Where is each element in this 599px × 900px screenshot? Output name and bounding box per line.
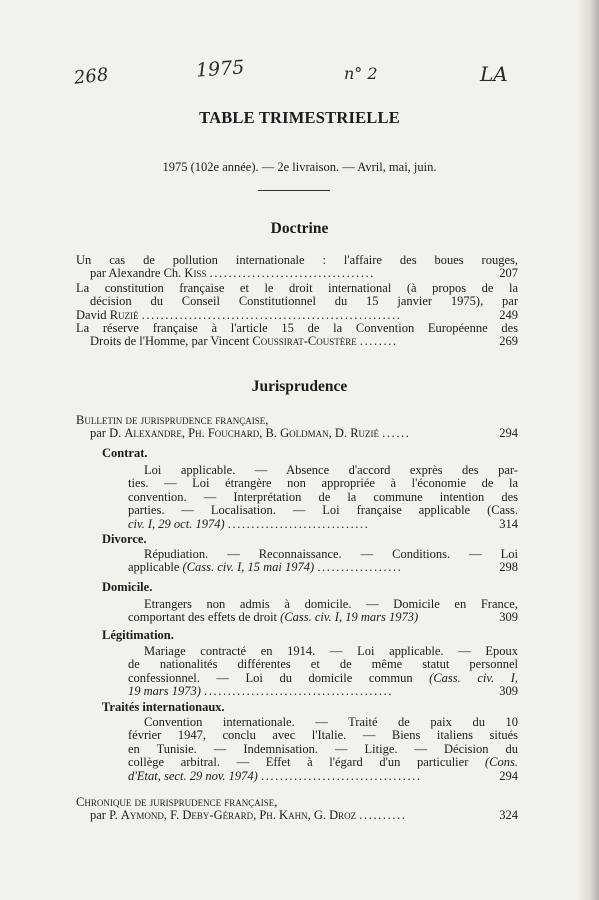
page-number: 309 xyxy=(499,610,518,625)
handwritten-note-4: LA xyxy=(480,62,508,86)
toc-entry: Mariage contracté en 1914. — Loi applicable. — Epoux de nationalités différentes et de même statut personnel confessionnel. — Loi du domicile commun (Cass. civ. I, 19 mars 1973) ........................................ 309 xyxy=(128,645,518,699)
page-number: 249 xyxy=(499,307,518,322)
toc-entry: Un cas de pollution internationale : l'affaire des boues rouges, par Alexandre Ch. Kiss ................................... 207 xyxy=(76,254,518,281)
page-number: 324 xyxy=(499,808,518,823)
toc-entry: Chronique de jurisprudence française, par P. Aymond, F. Deby-Gérard, Ph. Kahn, G. Droz .......... 324 xyxy=(76,796,518,823)
section-heading-jurisprudence: Jurisprudence xyxy=(251,378,348,395)
toc-entry: La réserve française à l'article 15 de la Convention Européenne des Droits de l'Homme, par Vincent Coussirat-Coustère ........ 269 xyxy=(76,322,518,349)
page-number: 314 xyxy=(499,516,518,531)
handwritten-note-2: 1975 xyxy=(195,56,246,82)
toc-entry: Bulletin de jurisprudence française, par D. Alexandre, Ph. Fouchard, B. Goldman, D. Ruzié ...... 294 xyxy=(76,414,518,441)
handwritten-note-3: n° 2 xyxy=(344,64,378,83)
page-number: 309 xyxy=(499,684,518,699)
subsection-heading: Traités internationaux. xyxy=(102,700,225,714)
toc-entry: Répudiation. — Reconnaissance. — Conditions. — Loi applicable (Cass. civ. I, 15 mai 1974) .................. 298 xyxy=(128,548,518,575)
binding-shadow xyxy=(577,0,599,900)
subsection-heading: Contrat. xyxy=(102,446,148,460)
page-number: 294 xyxy=(499,768,518,783)
subsection-heading: Légitimation. xyxy=(102,628,174,642)
page-number: 294 xyxy=(499,426,518,441)
page-title: TABLE TRIMESTRIELLE xyxy=(199,108,400,127)
page-number: 298 xyxy=(499,560,518,575)
toc-entry: Convention internationale. — Traité de paix du 10 février 1947, conclu avec l'Italie. — Biens italiens situés en Tunisie. — Indemnisation. — Litige. — Décision du collège arbitral. — Effet à l'égard d'un particulier (Cons. d'Etat, sect. 29 nov. 1974) .................................. 294 xyxy=(128,716,518,783)
section-heading-doctrine: Doctrine xyxy=(270,220,329,237)
toc-entry: Etrangers non admis à domicile. — Domicile en France, comportant des effets de droit (Cass. civ. I, 19 mars 1973) 309 xyxy=(128,598,518,625)
toc-entry: La constitution française et le droit international (à propos de la décision du Conseil Constitutionnel du 15 janvier 1975), par David Ruzié ....................................................... 249 xyxy=(76,282,518,322)
issue-line: 1975 (102e année). — 2e livraison. — Avril, mai, juin. xyxy=(162,160,437,174)
toc-entry: Loi applicable. — Absence d'accord exprès des par- ties. — Loi étrangère non appropriée à l'économie de la convention. — Interprétation de la commune intention des parties. — Localisation. — Loi française applicable (Cass. civ. I, 29 oct. 1974) .............................. 314 xyxy=(128,464,518,531)
subsection-heading: Domicile. xyxy=(102,580,153,594)
page-number: 207 xyxy=(499,266,518,281)
handwritten-note-1: 268 xyxy=(72,64,110,89)
subsection-heading: Divorce. xyxy=(102,532,147,546)
divider xyxy=(258,190,330,191)
page-number: 269 xyxy=(499,334,518,349)
